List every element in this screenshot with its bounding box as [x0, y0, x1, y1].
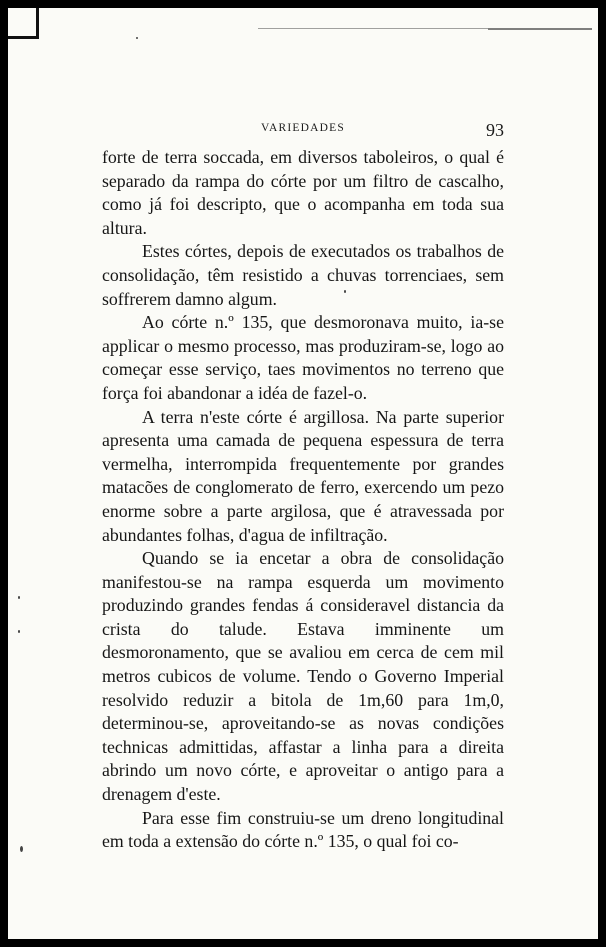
running-head-title: VARIEDADES: [261, 122, 345, 134]
scan-speck: [18, 596, 20, 599]
scan-speck: [18, 630, 20, 633]
paragraph: Quando se ia encetar a obra de consolidação manifestou-se na rampa esquerda um movimento produzindo grandes fendas á consideravel distancia da crista do talude. Estava imminente um desmoronamento, que se avaliou em cerca de cem mil metros cubicos de volume. Tendo o Governo Imperial resolvido reduzir a bitola de 1m,60 para 1m,0, determinou-se, aproveitando-se as novas condições technicas admittidas, affastar a linha para a direita abrindo um novo córte, e aproveitar o antigo para a drenagem d'este.: [102, 548, 504, 805]
text-body: [102, 146, 504, 854]
paragraph: forte de terra soccada, em diversos taboleiros, o qual é separado da rampa do córte por um filtro de cascalho, como já foi descripto, que o acompanha em toda sua altura.: [102, 147, 504, 238]
page-number: 93: [486, 120, 504, 140]
scan-edge-line: [258, 28, 488, 29]
paragraph: Estes córtes, depois de executados os trabalhos de consolidação, têm resistido a chuvas torrenciaes, sem soffrerem damno algum.: [102, 241, 504, 309]
scan-speck: [20, 846, 23, 852]
paragraph: Para esse fim construiu-se um dreno longitudinal em toda a extensão do córte n.º 135, o qual foi co-: [102, 807, 504, 852]
scan-speck: [136, 37, 138, 39]
scan-corner-mark: [8, 8, 39, 39]
paragraph: Ao córte n.º 135, que desmoronava muito, ia-se applicar o mesmo processo, mas produziram-se, logo ao começar esse serviço, taes movimentos no terreno que força foi abandonar a idéa de fazel-o.: [102, 312, 504, 403]
scan-edge-line: [488, 28, 592, 30]
book-page: [8, 8, 598, 939]
running-head: [102, 120, 504, 144]
paragraph: A terra n'este córte é argillosa. Na parte superior apresenta uma camada de pequena espessura de terra vermelha, interrompida frequentemente por grandes matacões de conglomerato de ferro, exercendo um pezo enorme sobre a parte argilosa, que é atravessada por abundantes folhas, d'agua de infiltração.: [102, 406, 504, 545]
